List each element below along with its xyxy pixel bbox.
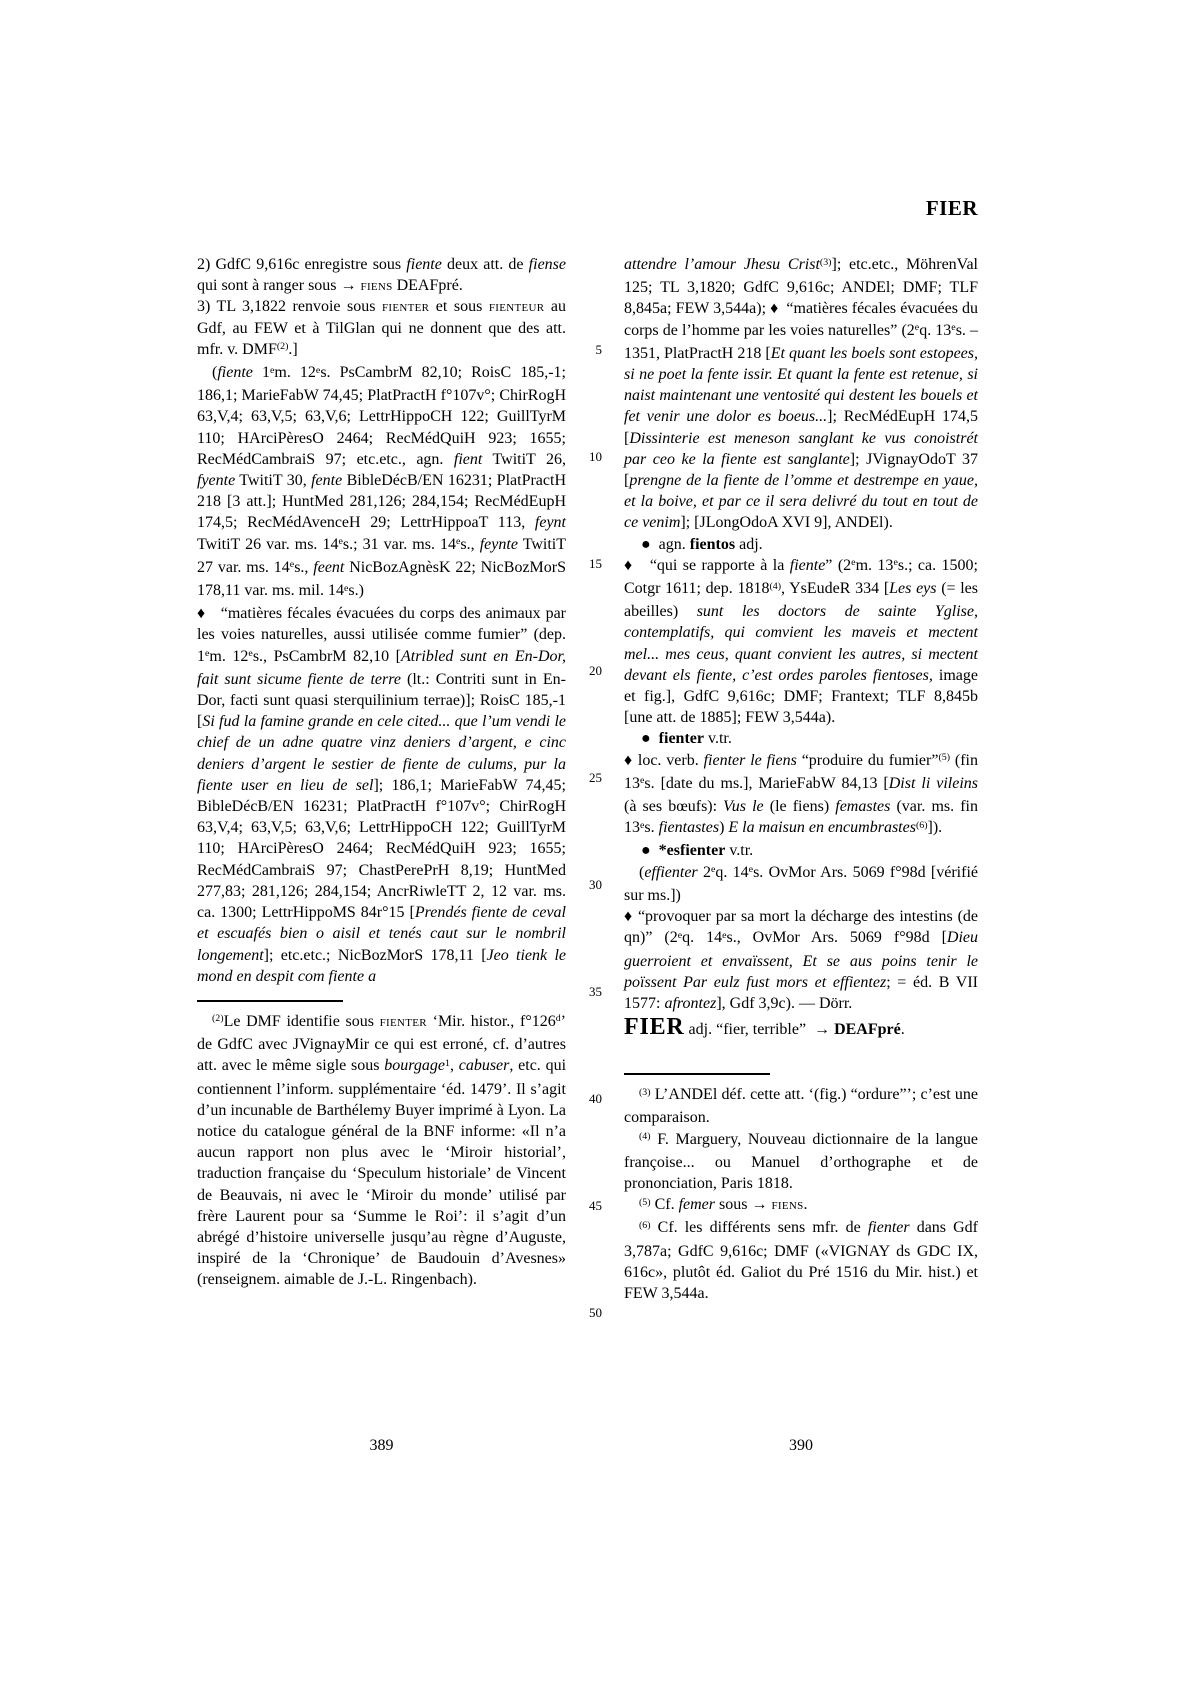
footnote-5: $^{(5)}$ Cf. femer sous → fiens.	[639, 1196, 808, 1214]
line-number: 25	[589, 770, 602, 785]
line-number: 45	[589, 1198, 602, 1213]
page-number-left: 389	[369, 1437, 394, 1454]
footnote-4: $^{(4)}$ F. Marguery, Nouveau dictionnaire de la langue françoise... ou Manuel d’orthographe et de prononciation, Paris 1818.	[624, 1130, 978, 1192]
subentry-fienter: ● fienter v.tr.	[641, 730, 732, 748]
line-number: 50	[589, 1305, 602, 1320]
footnote-3: $^{(3)}$ L’ANDEl déf. cette att. ‘(fig.) “ordure”’; c’est une comparaison.	[624, 1086, 978, 1127]
forms-paragraph-esfienter: (effienter 2eq. 14es. OvMor Ars. 5069 f°98d [vérifié sur ms.])	[624, 863, 978, 904]
subentry-fientos: ● agn. fientos adj.	[641, 535, 763, 553]
line-number: 20	[589, 663, 602, 678]
sense-paragraph-fiente: ♦ “matières fécales évacuées du corps des animaux par les voies naturelles, aussi utilisée comme fumier” (dep. 1em. 12es., PsCambrM 82,10 [Atribled sunt en En-Dor, fait sunt sicume fiente de terre (lt.: Contriti sunt in En-Dor, facti sunt quasi sterquilinium terrae)]; RoisC 185,-1 [Si fud la famine grande en cele cited... que l’um vendi le chief de un adne quatre vinz deniers d’argent, e cinc deniers d’argent le sestier de fiente de culums, pur la fiente user en lieu de sel]; 186,1; MarieFabW 74,45; BibleDécB/EN 16231; PlatPractH f°107v°; ChirRogH 63,V,4; 63,V,5; 63,V,6; LettrHippoCH 122; GuillTyrM 110; HArciPèresO 2464; RecMédQuiH 923; 1655; RecMédCambraiS 97; ChastPerePrH 8,19; HuntMed 277,83; 281,126; 284,154; AncrRiwleTT 2, 12 var. ms. ca. 1300; LettrHippoMS 84r°15 [Prendés fiente de ceval et escuafés bien o aisil et tenés caut sur le nombril longement]; etc.etc.; NicBozMorS 178,11 [Jeo tienk le mond en despit com fiente a	[197, 605, 567, 985]
footnote-separator-rule	[624, 1073, 770, 1075]
line-number: 30	[589, 877, 602, 892]
continuation-paragraph-fiente: attendre l’amour Jhesu Crist$^{(3)}$]; etc.etc., MöhrenVal 125; TL 3,1820; GdfC 9,616c; ANDEl; DMF; TLF 8,845a; FEW 3,544a); ♦ “matières fécales évacuées du corps de l’homme par les voies naturelles” (2eq. 13es. – 1351, PlatPractH 218 [Et quant les boels sont estopees, si ne poet la fente issir. Et quant la fente est retenue, si naist maintenant une ventosité qui destent les bouels et fet venir une dolor es boeus...]; RecMédEupH 174,5 [Dissinterie est meneson sanglant ke vus conoistrét par ceo ke la fiente est sanglante]; JVignayOdoT 37 [prengne de la fiente de l’omme et destrempe en yaue, et la boive, et par ce il sera delivré du tout en tout de ce venim]; [JLongOdoA XVI 9], ANDEl).	[624, 256, 979, 532]
note-paragraph-3: 3) TL 3,1822 renvoie sous fienter et sous fienteur au Gdf, au FEW et à TilGlan qui ne donnent que des att. mfr. v. DMF$^{(2)}$.]	[197, 298, 567, 358]
note-paragraph-2: 2) GdfC 9,616c enregistre sous fiente deux att. de fiense qui sont à ranger sous → fiens DEAFpré.	[197, 256, 566, 295]
right-column	[624, 254, 978, 1304]
footnote-2: $^{(2)}$Le DMF identifie sous fienter ‘Mir. histor., f°126$^d$’ de GdfC avec JVignayMir ce qui est erroné, cf. d’autres att. avec le même sigle sous bourgage$^1$, cabuser, etc. qui contiennent l’inform. supplémentaire ‘éd. 1479’. Il s’agit d’un incunable de Barthélemy Buyer imprimé à Lyon. La notice du catalogue général de la BNF informe: «Il n’a aucun rapport non plus avec le ‘Miroir historial’, traduction française du ‘Speculum historiale’ de Vincent de Beauvais, ni avec le ‘Miroir du monde’ utilisé par frère Laurent pour sa ‘Summe le Roi’: il s’agit d’un abrégé d’histoire universelle jusqu’au règne d’Auguste, inspiré de la ‘Chronique’ de Baudouin d’Avesnes» (renseignem. aimable de J.-L. Ringenbach).	[197, 1012, 567, 1289]
line-number: 35	[589, 984, 602, 999]
sense-paragraph-fienter: ♦ loc. verb. fienter le fiens “produire du fumier”$^{(5)}$ (fin 13es. [date du ms.], MarieFabW 84,13 [Dist li vileins (à ses bœufs): Vus le (le fiens) femastes (var. ms. fin 13es. fientastes) E la maisun en encumbrastes$^{(6)}$]).	[624, 751, 979, 837]
line-number: 5	[595, 342, 602, 357]
running-head: FIER	[925, 196, 978, 220]
line-number: 40	[589, 1091, 602, 1106]
sense-paragraph-esfienter: ♦ “provoquer par sa mort la décharge des intestins (de qn)” (2eq. 14es., OvMor Ars. 5069 f°98d [Dieu guerroient et envaïssent, Et se aus poins tenir le poïssent Par eulz fust mors et effientez; = éd. B VII 1577: afrontez], Gdf 3,9c). — Dörr.	[624, 908, 979, 1012]
forms-paragraph-fiente: (fiente 1em. 12es. PsCambrM 82,10; RoisC 185,-1; 186,1; MarieFabW 74,45; PlatPractH f°107v°; ChirRogH 63,V,4; 63,V,5; 63,V,6; LettrHippoCH 122; GuillTyrM 110; HArciPèresO 2464; RecMédQuiH 923; 1655; RecMédCambraiS 97; etc.etc., agn. fient TwitiT 26, fyente TwitiT 30, fente BibleDécB/EN 16231; PlatPractH 218 [3 att.]; HuntMed 281,126; 284,154; RecMédEupH 174,5; RecMédAvenceH 29; LettrHippoaT 113, feynt TwitiT 26 var. ms. 14es.; 31 var. ms. 14es., feynte TwitiT 27 var. ms. 14es., feent NicBozAgnèsK 22; NicBozMorS 178,11 var. ms. mil. 14es.)	[197, 364, 567, 600]
subentry-esfienter: ● *esfienter v.tr.	[641, 842, 754, 860]
entry-fier: FIER adj. “fier, terrible” → DEAFpré.	[624, 1014, 905, 1041]
left-column	[197, 254, 566, 1291]
page-number-right: 390	[789, 1437, 813, 1454]
footnote-separator-rule	[197, 1000, 343, 1002]
sense-paragraph-fientos: ♦ “qui se rapporte à la fiente” (2em. 13es.; ca. 1500; Cotgr 1611; dep. 1818$^{(4)}$, YsEudeR 334 [Les eys (= les abeilles) sunt les doctors de sainte Yglise, contemplatifs, qui comvient les maveis et mectent mel... mes ceus, quant convient les autres, si mectent devant els fiente, c’est ordes paroles fientoses, image et fig.], GdfC 9,616c; DMF; Frantext; TLF 8,845b [une att. de 1885]; FEW 3,544a).	[624, 556, 979, 727]
line-number: 15	[589, 556, 602, 571]
line-number: 10	[589, 449, 602, 464]
footnote-6: $^{(6)}$ Cf. les différents sens mfr. de fienter dans Gdf 3,787a; GdfC 9,616c; DMF («VIGNAY ds GDC IX, 616c», plutôt éd. Galiot du Pré 1516 du Mir. hist.) et FEW 3,544a.	[624, 1219, 978, 1302]
